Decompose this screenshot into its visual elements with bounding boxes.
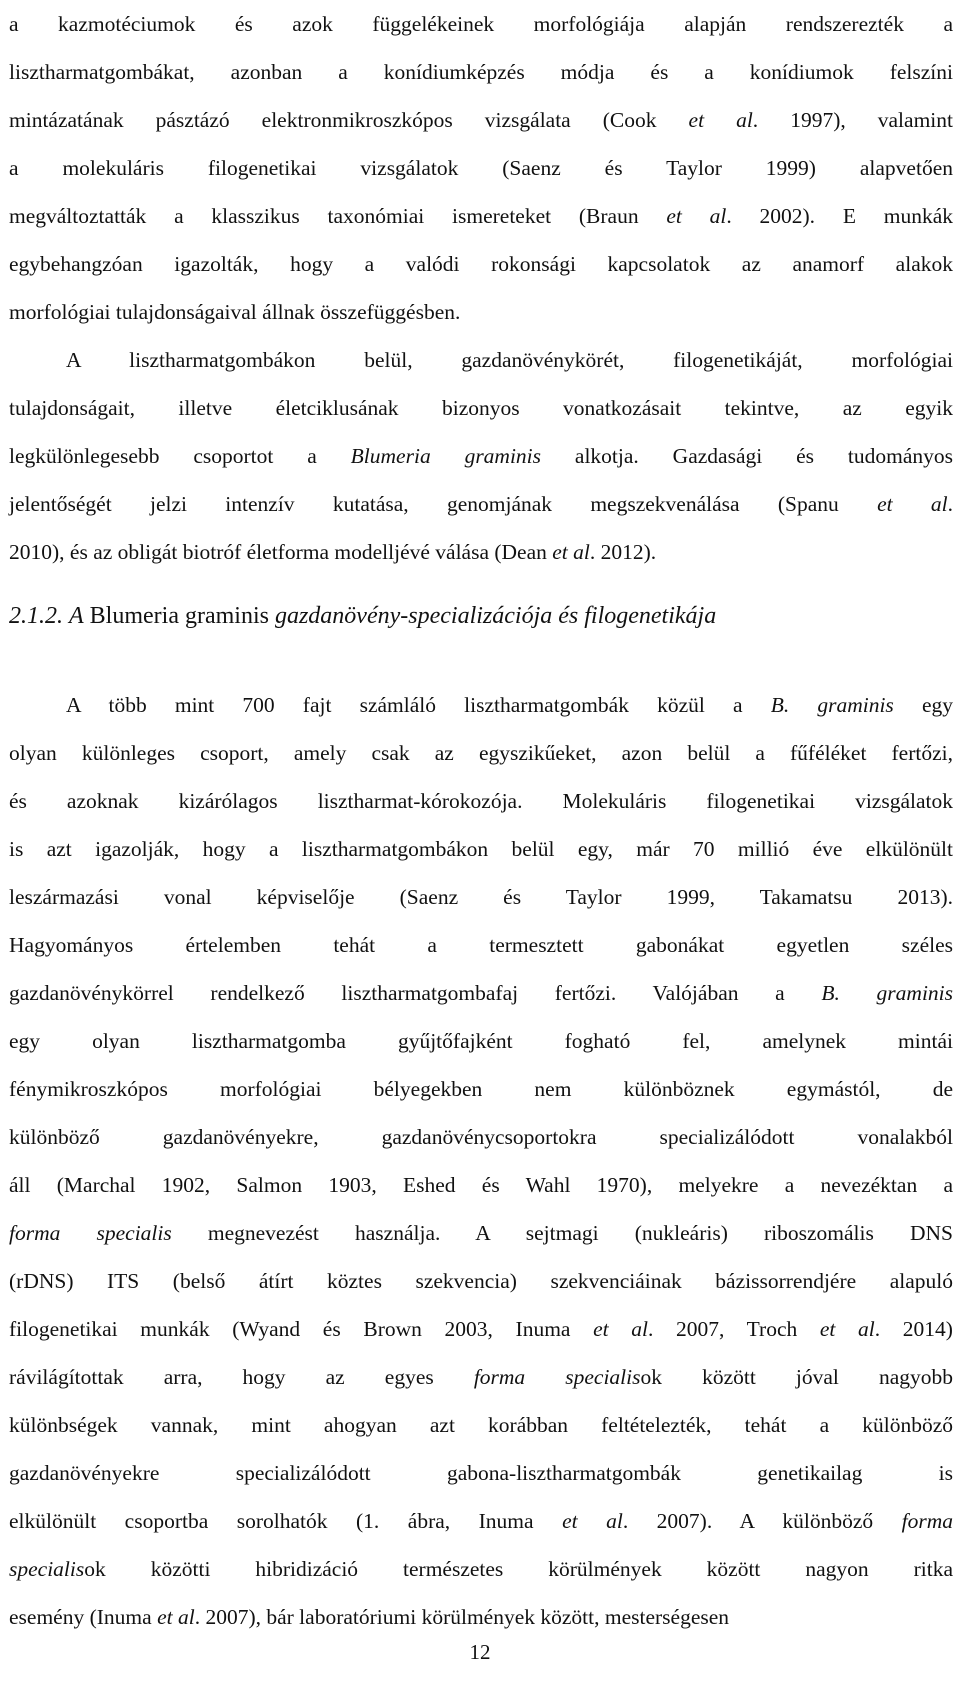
paragraph-1 bbox=[9, 0, 953, 336]
text-line: gazdanövénykörrel rendelkező lisztharmatgombafaj fertőzi. Valójában a B. graminis bbox=[9, 981, 954, 1005]
page-number: 12 bbox=[469, 1640, 491, 1664]
text-line: tulajdonságait, illetve életciklusának bizonyos vonatkozásait tekintve, az egyik bbox=[9, 396, 953, 420]
text-line: különbségek vannak, mint ahogyan azt korábban feltételezték, tehát a különböző bbox=[9, 1413, 953, 1437]
text-line: egy olyan lisztharmatgomba gyűjtőfajként fogható fel, amelynek mintái bbox=[9, 1029, 953, 1053]
text-line: megváltoztatták a klasszikus taxonómiai ismereteket (Braun et al. 2002). E munkák bbox=[9, 204, 953, 228]
text-line: áll (Marchal 1902, Salmon 1903, Eshed és Wahl 1970), melyekre a nevezéktan a bbox=[9, 1173, 953, 1197]
text-line: és azoknak kizárólagos lisztharmat-kórokozója. Molekuláris filogenetikai vizsgálatok bbox=[9, 789, 953, 813]
text-line: specialisok közötti hibridizáció természetes körülmények között nagyon ritka bbox=[9, 1557, 953, 1581]
paragraph-2 bbox=[9, 336, 953, 576]
text-line: morfológiai tulajdonságaival állnak összefüggésben. bbox=[9, 300, 461, 324]
section-heading bbox=[9, 596, 716, 636]
text-line: leszármazási vonal képviselője (Saenz és Taylor 1999, Takamatsu 2013). bbox=[9, 885, 953, 909]
text-line: jelentőségét jelzi intenzív kutatása, genomjának megszekvenálása (Spanu et al. bbox=[9, 492, 953, 516]
text-line: A több mint 700 fajt számláló lisztharmatgombák közül a B. graminis egy bbox=[66, 693, 953, 717]
text-line: (rDNS) ITS (belső átírt köztes szekvencia) szekvenciáinak bázissorrendjére alapuló bbox=[9, 1269, 953, 1293]
text-line: Hagyományos értelemben tehát a termesztett gabonákat egyetlen széles bbox=[9, 933, 953, 957]
section-species: Blumeria graminis bbox=[89, 603, 269, 629]
text-line: filogenetikai munkák (Wyand és Brown 2003, Inuma et al. 2007, Troch et al. 2014) bbox=[9, 1317, 953, 1341]
text-line: 2010), és az obligát biotróf életforma modelljévé válása (Dean et al. 2012). bbox=[9, 540, 657, 564]
text-line: gazdanövényekre specializálódott gabona-lisztharmatgombák genetikailag is bbox=[9, 1461, 953, 1485]
text-line: rávilágítottak arra, hogy az egyes forma specialisok között jóval nagyobb bbox=[9, 1365, 953, 1389]
section-prefix: A bbox=[69, 603, 84, 629]
text-line: a kazmotéciumok és azok függelékeinek morfológiája alapján rendszerezték a bbox=[9, 12, 953, 36]
section-title: gazdanövény-specializációja és filogenetikája bbox=[274, 603, 717, 629]
text-line: egybehangzóan igazolták, hogy a valódi rokonsági kapcsolatok az anamorf alakok bbox=[9, 252, 953, 276]
text-line: A lisztharmatgombákon belül, gazdanövénykörét, filogenetikáját, morfológiai bbox=[66, 348, 953, 372]
section-number: 2.1.2. bbox=[9, 603, 63, 629]
text-line: fénymikroszkópos morfológiai bélyegekben nem különböznek egymástól, de bbox=[9, 1077, 953, 1101]
text-line: különböző gazdanövényekre, gazdanövénycsoportokra specializálódott vonalakból bbox=[9, 1125, 953, 1149]
text-line: forma specialis megnevezést használja. A sejtmagi (nukleáris) riboszomális DNS bbox=[9, 1221, 953, 1245]
text-line: elkülönült csoportba sorolhatók (1. ábra, Inuma et al. 2007). A különböző forma bbox=[9, 1509, 953, 1533]
text-line: a molekuláris filogenetikai vizsgálatok (Saenz és Taylor 1999) alapvetően bbox=[9, 156, 953, 180]
text-line: mintázatának pásztázó elektronmikroszkópos vizsgálata (Cook et al. 1997), valamint bbox=[9, 108, 953, 132]
text-line: lisztharmatgombákat, azonban a konídiumképzés módja és a konídiumok felszíni bbox=[9, 60, 953, 84]
text-line: legkülönlegesebb csoportot a Blumeria graminis alkotja. Gazdasági és tudományos bbox=[9, 444, 953, 468]
text-line: olyan különleges csoport, amely csak az egyszikűeket, azon belül a fűféléket fertőzi, bbox=[9, 741, 953, 765]
text-line: is azt igazolják, hogy a lisztharmatgombákon belül egy, már 70 millió éve elkülönült bbox=[9, 837, 953, 861]
paragraph-3 bbox=[9, 681, 953, 1641]
text-line: esemény (Inuma et al. 2007), bár laboratóriumi körülmények között, mesterségesen bbox=[9, 1605, 730, 1629]
